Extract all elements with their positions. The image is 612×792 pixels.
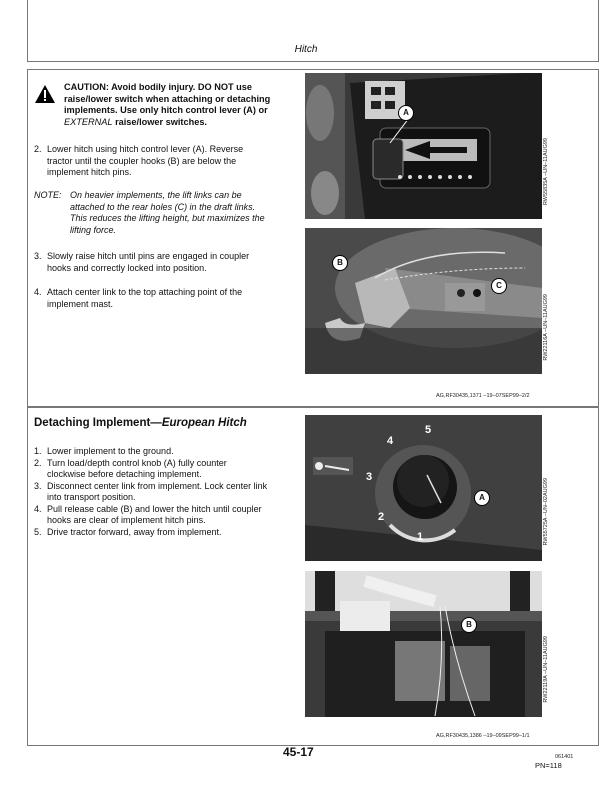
step-2-line: tractor until the coupler hooks (B) are below the <box>47 155 237 166</box>
section-2-footer-code: AG,RF30435,1386 –19–09SEP99–1/1 <box>436 733 530 739</box>
detach-step <box>34 481 299 504</box>
caution-line-1: CAUTION: Avoid bodily injury. DO NOT use <box>64 82 253 92</box>
title-italic: European Hitch <box>161 417 247 429</box>
step-2-number: 2. <box>34 144 42 154</box>
note-line: attached to the rear holes (C) in the draft links. <box>70 201 256 212</box>
dial-number-3: 3 <box>366 471 373 483</box>
caution-external: EXTERNAL <box>64 116 113 127</box>
detach-step-number: 5. <box>34 526 42 537</box>
dial-number-1: 1 <box>417 531 424 543</box>
detach-step-line: hooks are clear of implement hitch pins. <box>47 515 206 525</box>
dial-number-5: 5 <box>425 424 432 436</box>
detach-step-number: 3. <box>34 480 42 491</box>
knob-illustration <box>305 415 542 561</box>
note-line: This reduces the lifting height, but maximizes the <box>70 213 265 223</box>
photo-1-code: RW55835A –UN–11AUG99 <box>543 138 549 206</box>
detach-step-number: 2. <box>34 457 42 468</box>
dial-number-4: 4 <box>387 435 394 447</box>
page-pn: PN=118 <box>535 761 562 770</box>
detach-step-number: 4. <box>34 503 42 514</box>
step-2-line: Lower hitch using hitch control lever (A). Reverse <box>47 144 244 154</box>
callout-b-photo4: B <box>461 617 477 633</box>
detach-step-line: clockwise before detaching implement. <box>47 469 202 479</box>
callout-b-photo2: B <box>332 255 348 271</box>
step-2 <box>34 144 294 179</box>
section-1-footer-code: AG,RF30435,1371 –19–07SEP99–2/2 <box>436 393 530 399</box>
dial-number-2: 2 <box>378 511 385 523</box>
detach-step-number: 1. <box>34 446 42 456</box>
callout-a-photo1: A <box>398 105 414 121</box>
detach-step-line: Turn load/depth control knob (A) fully counter <box>47 457 227 468</box>
detach-step <box>34 458 299 481</box>
detach-steps <box>34 446 299 538</box>
caution-line-3: implements. Use only hitch control lever (A) or <box>64 105 268 116</box>
step-4-number: 4. <box>34 287 42 297</box>
detach-step-line: Lower implement to the ground. <box>47 446 174 456</box>
cable-illustration <box>305 571 542 717</box>
detach-step <box>34 446 299 458</box>
photo-4-code: RW22119A –UN–11AUG99 <box>543 636 549 703</box>
step-4 <box>34 287 299 310</box>
detach-step <box>34 527 299 539</box>
photo-hitch-control-lever <box>305 73 542 219</box>
detach-step-line: into transport position. <box>47 492 136 502</box>
step-4-line: Attach center link to the top attaching point of the <box>47 287 243 297</box>
page-header: Hitch <box>294 44 318 55</box>
step-3-number: 3. <box>34 251 42 261</box>
page-date-code: 061401 <box>555 754 574 760</box>
note-line: On heavier implements, the lift links can be <box>70 190 242 200</box>
note-block <box>34 190 299 236</box>
detach-step-line: Pull release cable (B) and lower the hitch until coupler <box>47 503 262 514</box>
photo-coupler-hooks <box>305 228 542 374</box>
callout-a-photo3: A <box>474 490 490 506</box>
detach-step <box>34 504 299 527</box>
note-label: NOTE: <box>34 190 62 200</box>
callout-c-photo2: C <box>491 278 507 294</box>
note-line: lifting force. <box>70 224 117 235</box>
coupler-illustration <box>305 228 542 374</box>
detach-step-line: Disconnect center link from implement. Lock center link <box>47 480 268 491</box>
photo-control-knob <box>305 415 542 561</box>
photo-3-code: RW55725A –UN–02AUG99 <box>543 478 549 546</box>
step-2-line: implement hitch pins. <box>47 167 132 177</box>
photo-2-code: RW22116A –UN–11AUG99 <box>543 294 549 361</box>
page-number: 45-17 <box>283 745 314 759</box>
step-3 <box>34 251 299 274</box>
caution-text <box>64 82 299 128</box>
section-2-title <box>34 417 247 429</box>
photo-release-cable <box>305 571 542 717</box>
caution-line-4-rest: raise/lower switches. <box>112 116 207 127</box>
caution-line-4 <box>64 117 299 129</box>
detach-step-line: Drive tractor forward, away from implement. <box>47 526 222 537</box>
step-4-line: implement mast. <box>47 298 114 309</box>
step-3-line: Slowly raise hitch until pins are engaged in coupler <box>47 251 250 261</box>
warning-triangle-icon <box>34 84 56 104</box>
lever-illustration <box>305 73 542 219</box>
caution-line-2: raise/lower switch when attaching or detaching <box>64 93 271 104</box>
title-plain: Detaching Implement— <box>34 417 162 429</box>
step-3-line: hooks and correctly locked into position. <box>47 262 207 273</box>
